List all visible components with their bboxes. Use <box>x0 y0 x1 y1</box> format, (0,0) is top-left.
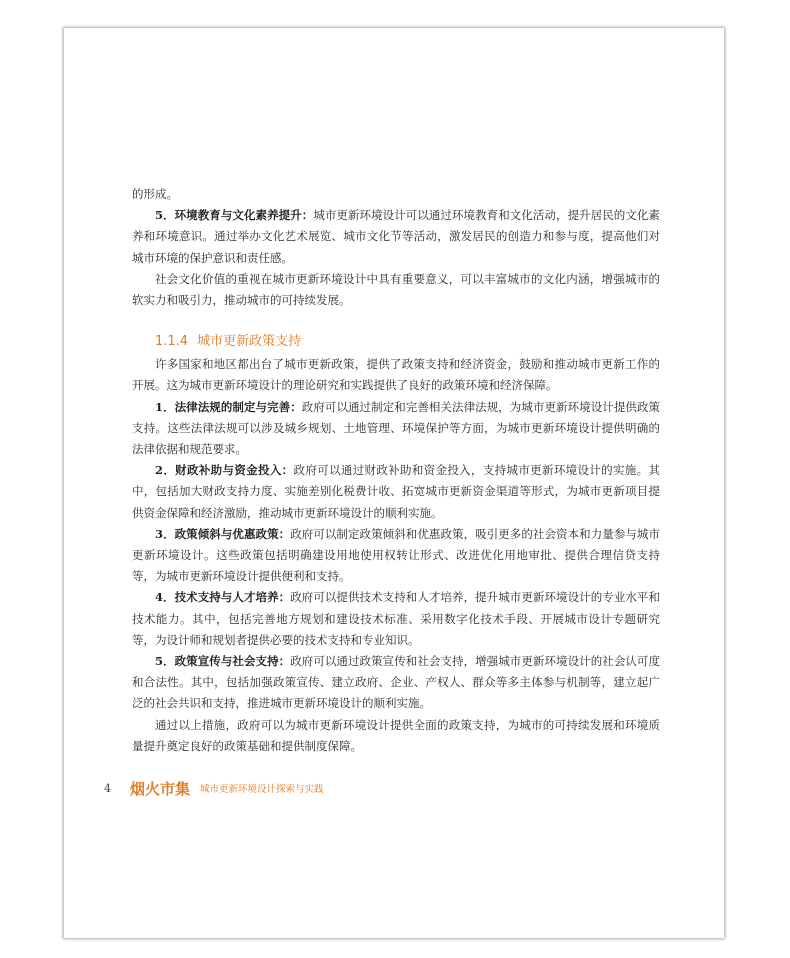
paragraph-text: 城市更新环境设计可以通过环境教育和文化活动，提升居民的文化素养和环境意识。通过举办文化艺术展览、城市文化节等活动，激发居民的创造力和参与度，提高他们对城市环境的保护意识和责任感。 <box>132 208 660 265</box>
list-item <box>132 460 660 524</box>
section-title: 城市更新政策支持 <box>197 334 302 350</box>
book-page <box>64 28 724 938</box>
list-item <box>132 651 660 715</box>
paragraph-continuation: 的形成。 <box>132 187 178 201</box>
list-item <box>132 397 660 461</box>
book-subtitle: 城市更新环境设计探索与实践 <box>200 784 324 795</box>
list-item-text: 政府可以通过财政补助和资金投入，支持城市更新环境设计的实施。其中，包括加大财政支持力度、实施差别化税费计收、拓宽城市更新资金渠道等形式，为城市更新项目提供资金保障和经济激励，推动城市更新环境设计的顺利实施。 <box>132 463 660 520</box>
book-brand: 烟火市集 <box>130 779 191 798</box>
paragraph-environment-education <box>132 205 660 269</box>
list-item-lead: 5．政策宣传与社会支持： <box>155 654 291 669</box>
list-item-lead: 1．法律法规的制定与完善： <box>155 399 302 414</box>
section-intro: 许多国家和地区都出台了城市更新政策，提供了政策支持和经济资金，鼓励和推动城市更新工作的开展。这为城市更新环境设计的理论研究和实践提供了良好的政策环境和经济保障。 <box>132 357 660 393</box>
section-number: 1.1.4 <box>155 334 189 350</box>
list-item-lead: 3．政策倾斜与优惠政策： <box>155 526 291 541</box>
list-item-text: 政府可以通过制定和完善相关法律法规，为城市更新环境设计提供政策支持。这些法律法规可以涉及城乡规划、土地管理、环境保护等方面，为城市更新环境设计提供明确的法律依据和规范要求。 <box>132 399 660 457</box>
list-item <box>132 524 660 588</box>
page-number: 4 <box>104 781 111 795</box>
list-item-text: 政府可以通过政策宣传和社会支持，增强城市更新环境设计的社会认可度和合法性。其中，包括加强政策宣传、建立政府、企业、产权人、群众等多主体参与机制等，建立起广泛的社会共识和支持，推进城市更新环境设计的顺利实施。 <box>132 654 660 711</box>
list-item-lead: 4．技术支持与人才培养： <box>155 590 291 605</box>
section-heading <box>132 331 660 353</box>
section-conclusion: 通过以上措施，政府可以为城市更新环境设计提供全面的政策支持，为城市的可持续发展和环境质量提升奠定良好的政策基础和提供制度保障。 <box>132 717 660 753</box>
page-footer <box>104 778 324 798</box>
page-body <box>132 184 660 757</box>
paragraph-summary: 社会文化价值的重视在城市更新环境设计中具有重要意义，可以丰富城市的文化内涵，增强城市的软实力和吸引力，推动城市的可持续发展。 <box>132 271 660 308</box>
list-item-text: 政府可以制定政策倾斜和优惠政策，吸引更多的社会资本和力量参与城市更新环境设计。这些政策包括明确建设用地使用权转让形式、改进优化用地审批、提供合理信贷支持等，为城市更新环境设计提供便利和支持。 <box>132 526 660 584</box>
list-item-lead: 2．财政补助与资金投入： <box>155 463 294 478</box>
list-item-text: 政府可以提供技术支持和人才培养，提升城市更新环境设计的专业水平和技术能力。其中，包括完善地方规划和建设技术标准、采用数字化技术手段、开展城市设计专题研究等，为设计师和规划者提供必要的技术支持和专业知识。 <box>132 590 660 647</box>
paragraph-lead: 5．环境教育与文化素养提升： <box>155 208 314 223</box>
list-item <box>132 587 660 651</box>
